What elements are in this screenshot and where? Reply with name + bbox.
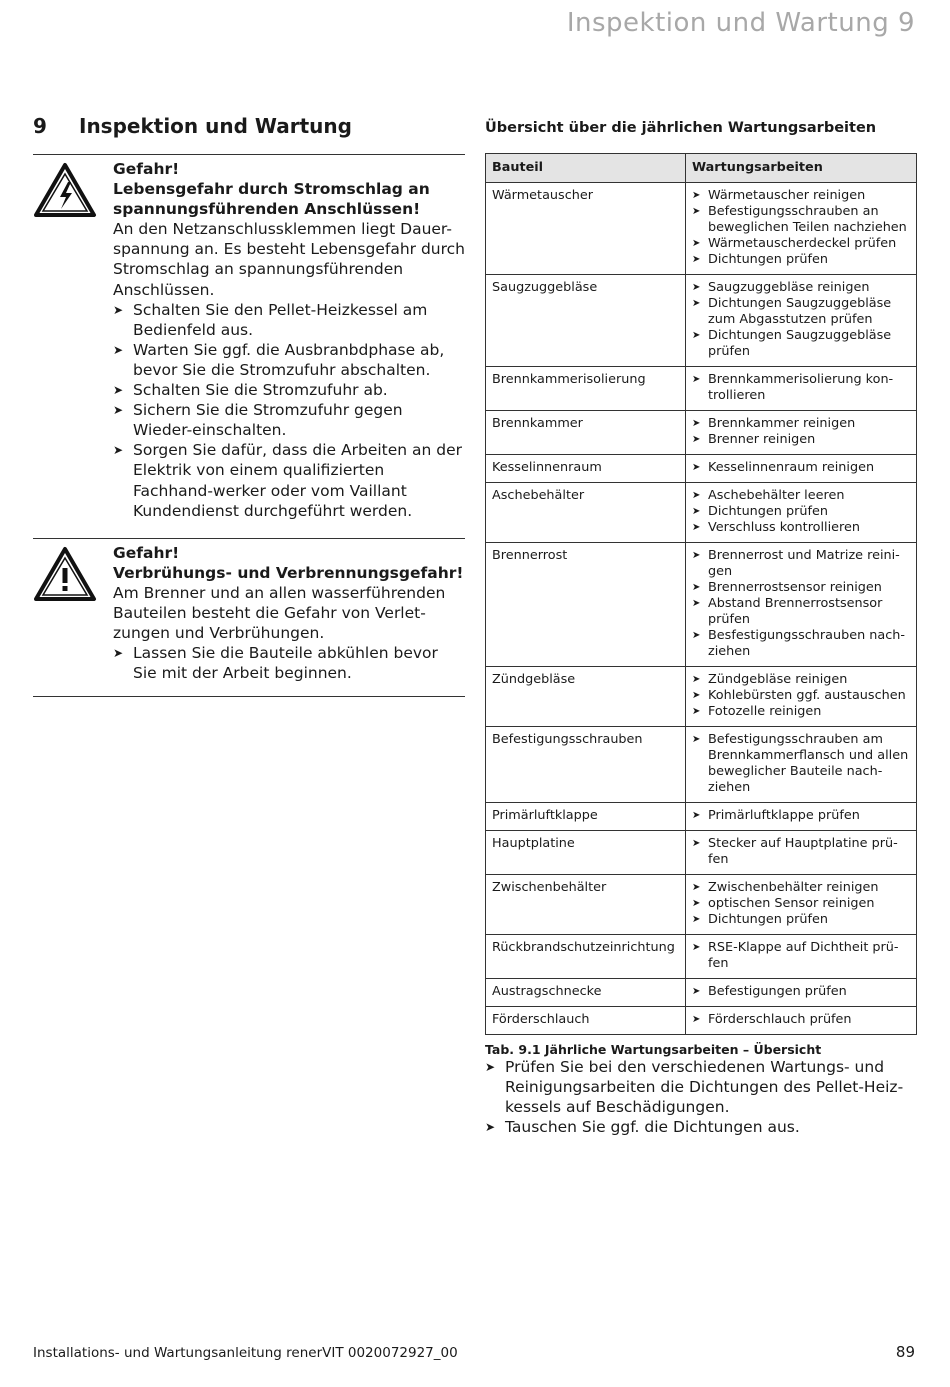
table-row <box>486 831 917 875</box>
table-row <box>486 455 917 483</box>
tasks-cell <box>686 935 917 979</box>
task-list <box>692 280 910 360</box>
right-column <box>485 120 917 1137</box>
part-cell: Befestigungsschrauben <box>486 727 686 803</box>
part-cell: Förderschlauch <box>486 1007 686 1035</box>
part-cell: Aschebehälter <box>486 483 686 543</box>
part-cell: Primärluftklappe <box>486 803 686 831</box>
task-list <box>692 732 910 796</box>
warning-steps <box>113 643 465 683</box>
table-row <box>486 1007 917 1035</box>
table-row <box>486 483 917 543</box>
task-list <box>692 836 910 868</box>
table-header-row <box>486 154 917 183</box>
task-list <box>692 808 910 824</box>
general-warning-icon <box>33 543 113 684</box>
task-item: ➤ Befestigungsschrauben am Brennkammerflansch und allen beweglicher Bauteile nach-ziehen <box>692 732 910 796</box>
electric-shock-warning-icon <box>33 159 113 521</box>
task-item: ➤ Primärluftklappe prüfen <box>692 808 910 824</box>
warning-step: ➤ Sorgen Sie dafür, dass die Arbeiten an der Elektrik von einem qualifizierten Fachhand-werker oder vom Vaillant Kundendienst durchgeführt werden. <box>113 440 465 520</box>
task-item: ➤ Förderschlauch prüfen <box>692 1012 910 1028</box>
table-row <box>486 979 917 1007</box>
task-item: ➤ Brennkammer reinigen <box>692 416 910 432</box>
after-steps <box>485 1057 917 1137</box>
section-number: 9 <box>33 114 47 138</box>
warning-text: Am Brenner und an allen wasserführenden Bauteilen besteht die Gefahr von Verlet-zungen und Verbrühungen. <box>113 583 446 643</box>
table-row <box>486 183 917 275</box>
running-head: Inspektion und Wartung 9 <box>566 8 915 38</box>
footer-document-title: Installations- und Wartungsanleitung renerVIT 0020072927_00 <box>33 1345 458 1361</box>
tasks-cell <box>686 667 917 727</box>
part-cell: Brennkammerisolierung <box>486 367 686 411</box>
maintenance-table <box>485 153 917 1035</box>
part-cell: Zwischenbehälter <box>486 875 686 935</box>
part-cell: Brennerrost <box>486 543 686 667</box>
warning-step: ➤ Lassen Sie die Bauteile abkühlen bevor Sie mit der Arbeit beginnen. <box>113 643 465 683</box>
table-row <box>486 803 917 831</box>
warning-title: Gefahr! <box>113 543 180 562</box>
page-number: 89 <box>895 1343 915 1361</box>
table-row <box>486 875 917 935</box>
warning-step: ➤ Warten Sie ggf. die Ausbranbdphase ab, bevor Sie die Stromzufuhr abschalten. <box>113 340 465 380</box>
task-list <box>692 984 910 1000</box>
task-item: ➤ Abstand Brennerrostsensor prüfen <box>692 596 910 628</box>
table-row <box>486 935 917 979</box>
task-item: ➤ Zwischenbehälter reinigen <box>692 880 910 896</box>
table-caption: Tab. 9.1 Jährliche Wartungsarbeiten – Übersicht <box>485 1042 822 1057</box>
task-list <box>692 416 910 448</box>
task-item: ➤ Brennkammerisolierung kon-trollieren <box>692 372 910 404</box>
task-list <box>692 880 910 928</box>
tasks-cell <box>686 483 917 543</box>
task-item: ➤ Dichtungen prüfen <box>692 912 910 928</box>
tasks-cell <box>686 455 917 483</box>
task-list <box>692 672 910 720</box>
warning-burn <box>33 538 465 698</box>
task-list <box>692 548 910 660</box>
task-item: ➤ Brennerrost und Matrize reini-gen <box>692 548 910 580</box>
warning-subtitle: Lebensgefahr durch Stromschlag an spannungsführenden Anschlüssen! <box>113 180 430 219</box>
column-header-tasks: Wartungsarbeiten <box>686 154 917 183</box>
task-item: ➤ Brenner reinigen <box>692 432 910 448</box>
part-cell: Zündgebläse <box>486 667 686 727</box>
task-item: ➤ Saugzuggebläse reinigen <box>692 280 910 296</box>
warning-electric <box>33 154 465 521</box>
task-item: ➤ Wärmetauscherdeckel prüfen <box>692 236 910 252</box>
part-cell: Rückbrandschutzeinrichtung <box>486 935 686 979</box>
task-item: ➤ Kohlebürsten ggf. austauschen <box>692 688 910 704</box>
tasks-cell <box>686 183 917 275</box>
warning-step: ➤ Sichern Sie die Stromzufuhr gegen Wieder-einschalten. <box>113 400 465 440</box>
warning-subtitle: Verbrühungs- und Verbrennungsgefahr! <box>113 563 464 582</box>
task-item: ➤ optischen Sensor reinigen <box>692 896 910 912</box>
task-item: ➤ Dichtungen Saugzuggebläse prüfen <box>692 328 910 360</box>
task-item: ➤ Befestigungen prüfen <box>692 984 910 1000</box>
task-list <box>692 940 910 972</box>
task-item: ➤ Stecker auf Hauptplatine prü-fen <box>692 836 910 868</box>
tasks-cell <box>686 831 917 875</box>
tasks-cell <box>686 803 917 831</box>
task-list <box>692 488 910 536</box>
warning-steps <box>113 300 465 521</box>
table-row <box>486 543 917 667</box>
tasks-cell <box>686 411 917 455</box>
part-cell: Hauptplatine <box>486 831 686 875</box>
part-cell: Brennkammer <box>486 411 686 455</box>
table-row <box>486 275 917 367</box>
table-row <box>486 667 917 727</box>
task-item: ➤ Brennerrostsensor reinigen <box>692 580 910 596</box>
task-item: ➤ Verschluss kontrollieren <box>692 520 910 536</box>
table-body <box>486 183 917 1035</box>
instruction-step: ➤ Tauschen Sie ggf. die Dichtungen aus. <box>485 1117 917 1137</box>
task-item: ➤ RSE-Klappe auf Dichtheit prü-fen <box>692 940 910 972</box>
tasks-cell <box>686 979 917 1007</box>
tasks-cell <box>686 543 917 667</box>
tasks-cell <box>686 367 917 411</box>
table-row <box>486 727 917 803</box>
tasks-cell <box>686 275 917 367</box>
left-column <box>33 114 465 697</box>
part-cell: Saugzuggebläse <box>486 275 686 367</box>
table-row <box>486 367 917 411</box>
task-item: ➤ Kesselinnenraum reinigen <box>692 460 910 476</box>
tasks-cell <box>686 1007 917 1035</box>
task-item: ➤ Besfestigungsschrauben nach-ziehen <box>692 628 910 660</box>
part-cell: Austragschnecke <box>486 979 686 1007</box>
task-item: ➤ Dichtungen prüfen <box>692 504 910 520</box>
task-list <box>692 372 910 404</box>
tasks-cell <box>686 875 917 935</box>
table-row <box>486 411 917 455</box>
task-item: ➤ Zündgebläse reinigen <box>692 672 910 688</box>
warning-text: An den Netzanschlussklemmen liegt Dauer-spannung an. Es besteht Lebensgefahr durch Stromschlag an spannungsführenden Anschlüssen. <box>113 220 466 299</box>
warning-step: ➤ Schalten Sie den Pellet-Heizkessel am Bedienfeld aus. <box>113 300 465 340</box>
part-cell: Wärmetauscher <box>486 183 686 275</box>
column-header-part: Bauteil <box>486 154 686 183</box>
warning-title: Gefahr! <box>113 160 180 178</box>
section-title: Inspektion und Wartung <box>79 114 352 138</box>
task-list <box>692 460 910 476</box>
task-item: ➤ Wärmetauscher reinigen <box>692 188 910 204</box>
tasks-cell <box>686 727 917 803</box>
task-list <box>692 1012 910 1028</box>
task-list <box>692 188 910 268</box>
warning-step: ➤ Schalten Sie die Stromzufuhr ab. <box>113 380 465 400</box>
instruction-step: ➤ Prüfen Sie bei den verschiedenen Wartungs- und Reinigungsarbeiten die Dichtungen des Pellet-Heiz-kessels auf Beschädigungen. <box>485 1057 917 1117</box>
section-heading <box>33 114 465 138</box>
task-item: ➤ Befestigungsschrauben an beweglichen Teilen nachziehen <box>692 204 910 236</box>
task-item: ➤ Aschebehälter leeren <box>692 488 910 504</box>
task-item: ➤ Dichtungen Saugzuggebläse zum Abgasstutzen prüfen <box>692 296 910 328</box>
part-cell: Kesselinnenraum <box>486 455 686 483</box>
table-heading: Übersicht über die jährlichen Wartungsarbeiten <box>485 120 877 136</box>
task-item: ➤ Fotozelle reinigen <box>692 704 910 720</box>
task-item: ➤ Dichtungen prüfen <box>692 252 910 268</box>
